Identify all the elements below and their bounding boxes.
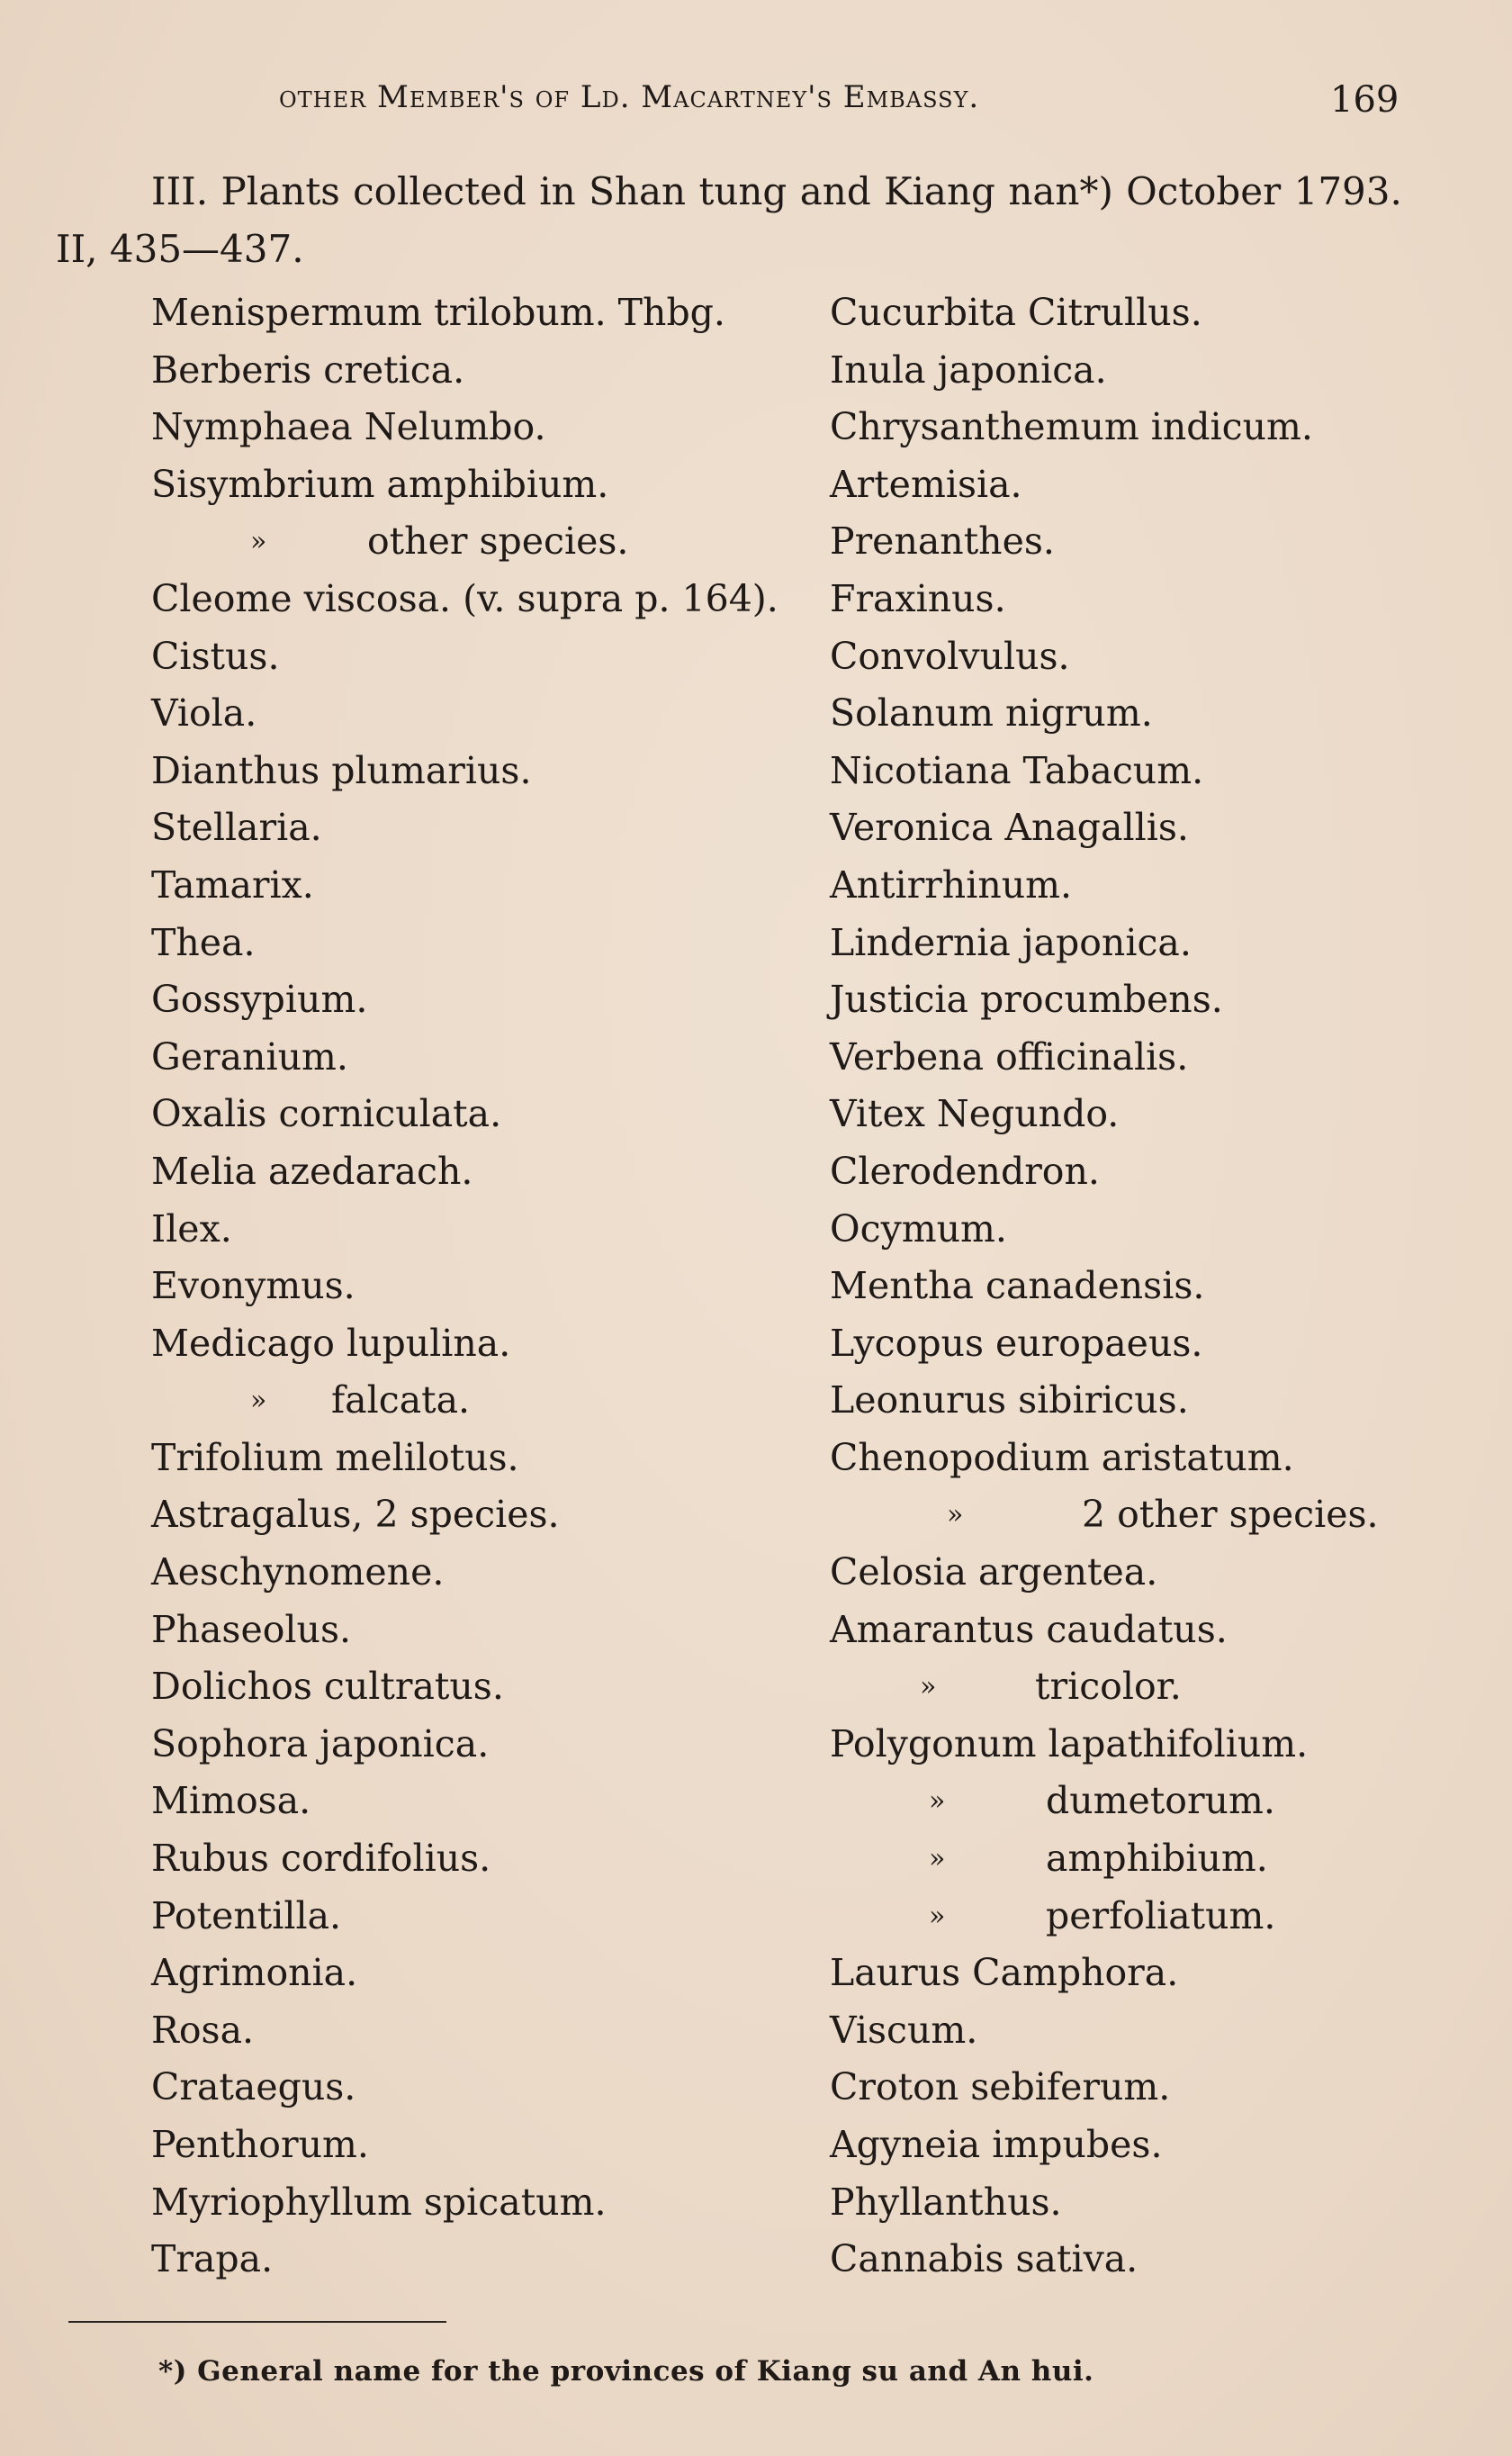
section-title-word: III. [151,169,209,213]
plant-entry [151,1888,781,1946]
plant-name: Aeschynomene. [151,1550,445,1594]
plant-entry [151,571,781,628]
plant-name: Myriophyllum spicatum. [151,2180,607,2224]
plant-name: Lindernia japonica. [830,920,1192,964]
plant-name: Sisymbrium amphibium. [151,462,609,506]
plant-name: Celosia argentea. [830,1550,1158,1594]
plant-entry [830,342,1460,400]
plant-entry [830,1773,1460,1830]
plant-name: Inula japonica. [830,348,1107,392]
ditto-mark: » [929,1843,946,1875]
plant-name: Viscum. [830,2008,978,2052]
plant-entry [151,915,781,972]
plant-name: Astragalus, 2 species. [151,1493,560,1537]
plant-entry [151,1773,781,1830]
plant-name: Croton sebiferum. [830,2065,1171,2109]
page-number: 169 [1330,79,1400,121]
plant-name: Fraxinus. [830,576,1006,620]
section-title-word: nan*) [1008,169,1113,213]
plant-entry [830,1086,1460,1143]
plant-name: Nymphaea Nelumbo. [151,405,546,449]
footnote-divider [68,2321,446,2323]
plant-entry [151,1716,781,1774]
plant-name: Rubus cordifolius. [151,1837,491,1881]
plant-name: Laurus Camphora. [830,1951,1179,1995]
plant-entry [830,1258,1460,1315]
plant-name: Solanum nigrum. [830,691,1153,736]
plant-name: Dolichos cultratus. [151,1665,504,1709]
plant-name: falcata. [331,1378,471,1422]
plant-name: Lycopus europaeus. [830,1321,1203,1365]
plant-name: Ilex. [151,1206,232,1251]
plant-entry [830,1430,1460,1487]
section-title [151,169,1402,213]
plant-entry [830,513,1460,571]
section-title-word: 1793. [1293,169,1402,213]
plant-entry [151,1201,781,1259]
plant-name: Medicago lupulina. [151,1321,511,1365]
plant-name: 2 other species. [1082,1493,1379,1537]
plant-entry [830,743,1460,800]
plant-name: Clerodendron. [830,1149,1100,1193]
plant-name: other species. [367,519,629,564]
plant-entry [830,2231,1460,2289]
plant-name: Rosa. [151,2008,255,2052]
plant-entry [830,284,1460,342]
plant-name: Prenanthes. [830,519,1055,564]
plant-name: Veronica Anagallis. [830,806,1189,850]
plant-name: Chenopodium aristatum. [830,1435,1294,1479]
plant-name: Menispermum trilobum. Thbg. [151,291,725,334]
plant-name: Crataegus. [151,2065,356,2109]
plant-name: Cannabis sativa. [830,2237,1138,2281]
plant-entry [830,2117,1460,2174]
plant-entry [151,513,781,571]
plant-entry [830,857,1460,915]
plant-entry [830,1315,1460,1373]
plant-entry [830,685,1460,743]
plant-name: Stellaria. [151,806,322,850]
plant-entry [151,2117,781,2174]
plant-name: Agrimonia. [151,1951,358,1995]
plant-entry [151,971,781,1029]
section-reference: II, 435—437. [56,227,304,271]
plant-name: Tamarix. [151,862,314,907]
section-title-word: collected [353,169,526,213]
plant-name: Evonymus. [151,1264,356,1308]
plant-entry [830,399,1460,456]
plant-name: Trifolium melilotus. [151,1435,519,1479]
plant-name: Phyllanthus. [830,2180,1062,2224]
plant-entry [830,571,1460,628]
footnote: *) General name for the provinces of Kiang su and An hui. [158,2355,1094,2388]
plant-entry [830,456,1460,514]
plant-entry [151,1945,781,2002]
section-title-word: Kiang [884,169,995,213]
ditto-mark: » [947,1499,964,1531]
plant-entry [830,1945,1460,2002]
plant-name: Mentha canadensis. [830,1264,1205,1308]
plant-entry [830,1201,1460,1259]
plant-entry [151,2231,781,2289]
plant-entry [151,1143,781,1201]
plant-entry [151,799,781,857]
plant-name: Trapa. [151,2237,274,2281]
plant-name: Justicia procumbens. [830,978,1223,1022]
plant-entry [830,1486,1460,1544]
plant-entry [151,1658,781,1716]
plant-name: Sophora japonica. [151,1721,490,1765]
plant-entry [151,1372,781,1430]
ditto-mark: » [929,1900,946,1932]
plant-name: Melia azedarach. [151,1149,473,1193]
section-title-word: and [799,169,871,213]
plant-name: Potentilla. [151,1893,342,1937]
plant-entry [151,456,781,514]
plant-name: Antirrhinum. [830,862,1073,907]
plant-name: amphibium. [1046,1837,1268,1881]
plant-name: perfoliatum. [1046,1893,1276,1937]
plant-name: Oxalis corniculata. [151,1092,502,1136]
plant-name: Cucurbita Citrullus. [830,291,1202,334]
plant-entry [151,743,781,800]
plant-name: Vitex Negundo. [830,1092,1120,1136]
plant-entry [151,2059,781,2117]
plant-name: Nicotiana Tabacum. [830,748,1204,792]
plant-name: Mimosa. [151,1779,311,1823]
plant-name: Verbena officinalis. [830,1034,1189,1079]
plant-name: Dianthus plumarius. [151,748,532,792]
plant-name: Gossypium. [151,978,368,1022]
plant-entry [151,2002,781,2060]
section-title-word: Plants [220,169,340,213]
plant-entry [830,1372,1460,1430]
section-title-word: Shan [589,169,687,213]
plant-name: Geranium. [151,1034,348,1079]
plant-entry [151,628,781,686]
ditto-mark: » [929,1785,946,1818]
plant-name: Polygonum lapathifolium. [830,1721,1309,1765]
plant-entry [151,1830,781,1888]
plant-entry [830,2174,1460,2232]
ditto-mark: » [250,1385,267,1417]
plant-name: Cleome viscosa. (v. supra p. 164). [151,576,778,620]
plant-name: Thea. [151,920,256,964]
plant-name: Amarantus caudatus. [830,1607,1228,1651]
plant-entry [830,628,1460,686]
section-title-word: in [539,169,576,213]
ditto-mark: » [920,1671,937,1703]
plant-entry [830,971,1460,1029]
plant-entry [830,2002,1460,2060]
plant-entry [830,1544,1460,1602]
plant-entry [830,915,1460,972]
plant-entry [830,1830,1460,1888]
plant-entry [830,1716,1460,1774]
plant-entry [151,2174,781,2232]
plant-name: Artemisia. [830,462,1022,506]
plant-entry [151,1544,781,1602]
plant-entry [151,342,781,400]
plant-entry [151,1029,781,1087]
plant-name: Berberis cretica. [151,348,465,392]
plant-name: Viola. [151,691,257,736]
plant-entry [151,1430,781,1487]
plant-name: Chrysanthemum indicum. [830,405,1313,449]
plant-name: tricolor. [1035,1665,1182,1709]
plant-entry [151,1486,781,1544]
plant-entry [830,1888,1460,1946]
plant-entry [151,1602,781,1659]
plant-entry [151,284,781,342]
plant-entry [830,1602,1460,1659]
plant-name: Ocymum. [830,1206,1007,1251]
plant-name: Agyneia impubes. [830,2123,1163,2166]
section-title-word: tung [698,169,788,213]
running-head: other Member's of Ld. Macartney's Embassy. [279,79,980,115]
plant-list-left-column [151,284,781,2289]
plant-entry [830,2059,1460,2117]
plant-entry [830,1029,1460,1087]
plant-entry [151,685,781,743]
plant-entry [830,1658,1460,1716]
plant-entry [151,1315,781,1373]
plant-list-right-column [830,284,1460,2289]
plant-name: dumetorum. [1046,1779,1275,1823]
plant-entry [151,1258,781,1315]
plant-name: Convolvulus. [830,634,1070,678]
plant-entry [151,857,781,915]
section-title-word: October [1126,169,1282,213]
plant-name: Penthorum. [151,2123,369,2166]
ditto-mark: » [250,526,267,558]
plant-entry [830,1143,1460,1201]
plant-name: Leonurus sibiricus. [830,1378,1189,1422]
plant-entry [151,1086,781,1143]
plant-name: Phaseolus. [151,1607,352,1651]
plant-entry [830,799,1460,857]
plant-entry [151,399,781,456]
plant-name: Cistus. [151,634,280,678]
